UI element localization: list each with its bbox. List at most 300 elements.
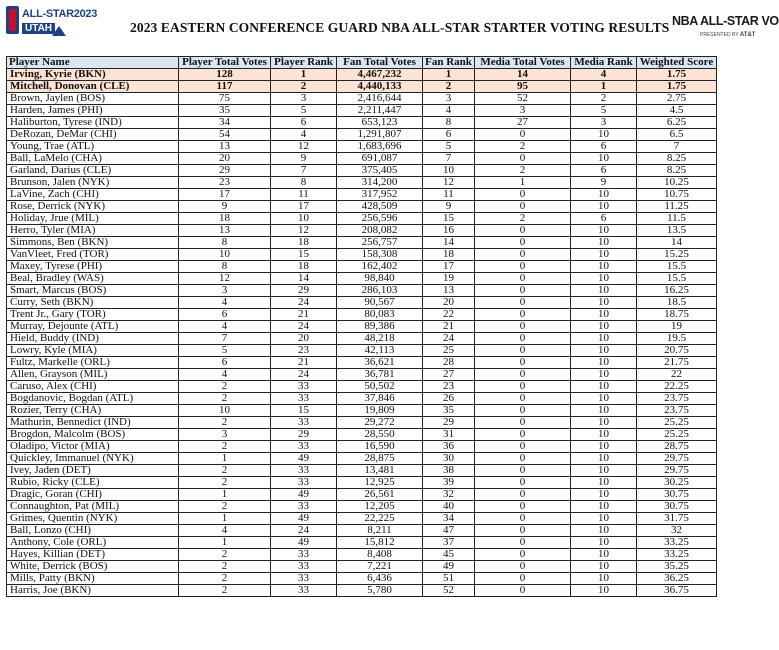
cell-fan-total-votes: 691,087 (337, 153, 423, 165)
sponsor-brand: AT&T (739, 32, 756, 38)
cell-player-rank: 20 (271, 333, 337, 345)
cell-media-total-votes: 0 (475, 369, 571, 381)
cell-weighted-score: 28.75 (637, 441, 717, 453)
cell-media-rank: 9 (571, 177, 637, 189)
cell-player-rank: 7 (271, 165, 337, 177)
cell-media-rank: 10 (571, 381, 637, 393)
cell-media-total-votes: 0 (475, 201, 571, 213)
cell-weighted-score: 25.25 (637, 417, 717, 429)
cell-media-total-votes: 14 (475, 69, 571, 81)
table-row (7, 549, 717, 561)
cell-player-rank: 12 (271, 225, 337, 237)
table-row (7, 465, 717, 477)
cell-fan-rank: 14 (423, 237, 475, 249)
cell-player-total-votes: 128 (179, 69, 271, 81)
cell-fan-total-votes: 80,083 (337, 309, 423, 321)
cell-weighted-score: 10.75 (637, 189, 717, 201)
cell-weighted-score: 15.5 (637, 273, 717, 285)
cell-player-name: Rubio, Ricky (CLE) (7, 477, 179, 489)
cell-player-total-votes: 4 (179, 525, 271, 537)
cell-media-rank: 10 (571, 453, 637, 465)
cell-player-name: Young, Trae (ATL) (7, 141, 179, 153)
cell-player-rank: 24 (271, 321, 337, 333)
cell-media-rank: 5 (571, 105, 637, 117)
cell-player-name: Hield, Buddy (IND) (7, 333, 179, 345)
cell-fan-total-votes: 256,757 (337, 237, 423, 249)
table-row (7, 357, 717, 369)
cell-fan-rank: 37 (423, 537, 475, 549)
column-header-player-name: Player Name (7, 57, 179, 69)
cell-player-name: Rozier, Terry (CHA) (7, 405, 179, 417)
cell-fan-total-votes: 36,621 (337, 357, 423, 369)
cell-fan-rank: 18 (423, 249, 475, 261)
cell-player-total-votes: 34 (179, 117, 271, 129)
cell-fan-rank: 32 (423, 489, 475, 501)
cell-weighted-score: 36.75 (637, 585, 717, 597)
table-row (7, 237, 717, 249)
cell-fan-total-votes: 208,082 (337, 225, 423, 237)
cell-media-total-votes: 0 (475, 465, 571, 477)
cell-player-rank: 10 (271, 213, 337, 225)
cell-weighted-score: 16.25 (637, 285, 717, 297)
cell-player-rank: 33 (271, 477, 337, 489)
table-header-row (7, 57, 717, 69)
cell-media-total-votes: 0 (475, 333, 571, 345)
cell-player-rank: 12 (271, 141, 337, 153)
cell-media-rank: 10 (571, 525, 637, 537)
cell-weighted-score: 30.25 (637, 477, 717, 489)
cell-player-rank: 2 (271, 81, 337, 93)
cell-media-total-votes: 0 (475, 153, 571, 165)
cell-weighted-score: 1.75 (637, 69, 717, 81)
cell-fan-rank: 6 (423, 129, 475, 141)
cell-media-total-votes: 0 (475, 285, 571, 297)
cell-player-rank: 18 (271, 237, 337, 249)
cell-player-name: Caruso, Alex (CHI) (7, 381, 179, 393)
table-row (7, 573, 717, 585)
table-row (7, 189, 717, 201)
cell-player-name: Quickley, Immanuel (NYK) (7, 453, 179, 465)
table-row (7, 285, 717, 297)
cell-weighted-score: 33.25 (637, 549, 717, 561)
table-row (7, 105, 717, 117)
cell-player-name: White, Derrick (BOS) (7, 561, 179, 573)
cell-fan-rank: 5 (423, 141, 475, 153)
cell-player-name: Murray, Dejounte (ATL) (7, 321, 179, 333)
table-row (7, 537, 717, 549)
cell-fan-total-votes: 90,567 (337, 297, 423, 309)
cell-player-name: Simmons, Ben (BKN) (7, 237, 179, 249)
cell-media-total-votes: 0 (475, 357, 571, 369)
column-header-media-rank: Media Rank (571, 57, 637, 69)
cell-player-total-votes: 2 (179, 417, 271, 429)
cell-player-rank: 21 (271, 357, 337, 369)
cell-media-rank: 10 (571, 441, 637, 453)
cell-weighted-score: 23.75 (637, 393, 717, 405)
cell-media-rank: 10 (571, 129, 637, 141)
cell-weighted-score: 25.25 (637, 429, 717, 441)
cell-player-name: Connaughton, Pat (MIL) (7, 501, 179, 513)
cell-player-total-votes: 2 (179, 549, 271, 561)
cell-fan-rank: 2 (423, 81, 475, 93)
cell-player-total-votes: 13 (179, 141, 271, 153)
table-body (7, 69, 717, 597)
cell-player-rank: 6 (271, 117, 337, 129)
table-row (7, 441, 717, 453)
column-header-weighted-score: Weighted Score (637, 57, 717, 69)
cell-fan-total-votes: 12,925 (337, 477, 423, 489)
cell-media-rank: 10 (571, 573, 637, 585)
cell-media-total-votes: 0 (475, 417, 571, 429)
cell-player-total-votes: 35 (179, 105, 271, 117)
cell-fan-total-votes: 317,952 (337, 189, 423, 201)
cell-fan-total-votes: 8,211 (337, 525, 423, 537)
page-title: 2023 EASTERN CONFERENCE GUARD NBA ALL-STAR STARTER VOTING RESULTS (130, 20, 670, 35)
cell-media-rank: 2 (571, 93, 637, 105)
cell-fan-rank: 26 (423, 393, 475, 405)
cell-player-rank: 9 (271, 153, 337, 165)
table-row (7, 165, 717, 177)
cell-player-name: VanVleet, Fred (TOR) (7, 249, 179, 261)
cell-fan-rank: 29 (423, 417, 475, 429)
cell-media-total-votes: 0 (475, 525, 571, 537)
cell-media-rank: 1 (571, 81, 637, 93)
cell-player-total-votes: 23 (179, 177, 271, 189)
cell-weighted-score: 31.75 (637, 513, 717, 525)
cell-player-name: Grimes, Quentin (NYK) (7, 513, 179, 525)
cell-player-total-votes: 6 (179, 309, 271, 321)
column-header-fan-total-votes: Fan Total Votes (337, 57, 423, 69)
cell-weighted-score: 30.75 (637, 501, 717, 513)
cell-player-name: Brown, Jaylen (BOS) (7, 93, 179, 105)
table-row (7, 525, 717, 537)
cell-weighted-score: 22 (637, 369, 717, 381)
all-star-vote-logo (672, 14, 779, 48)
cell-fan-total-votes: 375,405 (337, 165, 423, 177)
cell-weighted-score: 30.75 (637, 489, 717, 501)
cell-fan-rank: 9 (423, 201, 475, 213)
cell-player-rank: 21 (271, 309, 337, 321)
cell-fan-total-votes: 26,561 (337, 489, 423, 501)
cell-fan-rank: 24 (423, 333, 475, 345)
cell-weighted-score: 33.25 (637, 537, 717, 549)
cell-player-total-votes: 2 (179, 501, 271, 513)
table-row (7, 213, 717, 225)
logo-left-line2: UTAH (22, 23, 55, 34)
cell-player-total-votes: 9 (179, 201, 271, 213)
cell-fan-total-votes: 19,809 (337, 405, 423, 417)
table-row (7, 561, 717, 573)
cell-media-rank: 10 (571, 393, 637, 405)
cell-fan-total-votes: 15,812 (337, 537, 423, 549)
cell-player-name: Fultz, Markelle (ORL) (7, 357, 179, 369)
cell-player-rank: 23 (271, 345, 337, 357)
cell-weighted-score: 15.25 (637, 249, 717, 261)
cell-fan-rank: 40 (423, 501, 475, 513)
table-row (7, 141, 717, 153)
cell-media-rank: 10 (571, 297, 637, 309)
cell-weighted-score: 29.75 (637, 453, 717, 465)
cell-fan-rank: 1 (423, 69, 475, 81)
cell-player-name: Bogdanovic, Bogdan (ATL) (7, 393, 179, 405)
cell-player-rank: 14 (271, 273, 337, 285)
table-row (7, 153, 717, 165)
cell-media-total-votes: 0 (475, 561, 571, 573)
cell-fan-rank: 47 (423, 525, 475, 537)
cell-player-total-votes: 29 (179, 165, 271, 177)
cell-player-name: Rose, Derrick (NYK) (7, 201, 179, 213)
cell-fan-rank: 7 (423, 153, 475, 165)
cell-media-rank: 10 (571, 309, 637, 321)
cell-fan-total-votes: 37,846 (337, 393, 423, 405)
cell-media-rank: 10 (571, 537, 637, 549)
cell-fan-total-votes: 12,205 (337, 501, 423, 513)
cell-weighted-score: 23.75 (637, 405, 717, 417)
cell-player-total-votes: 13 (179, 225, 271, 237)
cell-player-rank: 29 (271, 285, 337, 297)
cell-fan-total-votes: 8,408 (337, 549, 423, 561)
cell-player-rank: 1 (271, 69, 337, 81)
table-row (7, 489, 717, 501)
cell-media-total-votes: 0 (475, 477, 571, 489)
cell-media-rank: 10 (571, 585, 637, 597)
cell-weighted-score: 21.75 (637, 357, 717, 369)
cell-player-rank: 49 (271, 453, 337, 465)
cell-player-total-votes: 1 (179, 489, 271, 501)
cell-player-rank: 24 (271, 297, 337, 309)
cell-player-total-votes: 54 (179, 129, 271, 141)
cell-media-total-votes: 0 (475, 309, 571, 321)
cell-player-name: Holiday, Jrue (MIL) (7, 213, 179, 225)
cell-weighted-score: 20.75 (637, 345, 717, 357)
cell-media-rank: 10 (571, 321, 637, 333)
cell-player-rank: 33 (271, 381, 337, 393)
cell-weighted-score: 1.75 (637, 81, 717, 93)
cell-player-total-votes: 4 (179, 369, 271, 381)
cell-fan-rank: 27 (423, 369, 475, 381)
cell-player-rank: 33 (271, 465, 337, 477)
cell-fan-total-votes: 428,509 (337, 201, 423, 213)
cell-media-rank: 10 (571, 249, 637, 261)
cell-player-name: Lowry, Kyle (MIA) (7, 345, 179, 357)
table-row (7, 417, 717, 429)
cell-player-name: Trent Jr., Gary (TOR) (7, 309, 179, 321)
table-row (7, 393, 717, 405)
cell-media-rank: 6 (571, 141, 637, 153)
cell-fan-total-votes: 6,436 (337, 573, 423, 585)
presented-by-label: PRESENTED BY (700, 32, 739, 38)
cell-media-rank: 6 (571, 213, 637, 225)
cell-player-rank: 15 (271, 405, 337, 417)
cell-weighted-score: 36.25 (637, 573, 717, 585)
cell-player-total-votes: 2 (179, 381, 271, 393)
cell-player-name: Oladipo, Victor (MIA) (7, 441, 179, 453)
cell-player-name: Mitchell, Donovan (CLE) (7, 81, 179, 93)
cell-player-name: Haliburton, Tyrese (IND) (7, 117, 179, 129)
cell-player-name: DeRozan, DeMar (CHI) (7, 129, 179, 141)
cell-player-name: Brogdon, Malcolm (BOS) (7, 429, 179, 441)
cell-fan-rank: 28 (423, 357, 475, 369)
cell-player-name: Curry, Seth (BKN) (7, 297, 179, 309)
cell-weighted-score: 32 (637, 525, 717, 537)
cell-fan-rank: 8 (423, 117, 475, 129)
cell-player-total-votes: 4 (179, 297, 271, 309)
cell-player-name: Dragic, Goran (CHI) (7, 489, 179, 501)
cell-fan-rank: 38 (423, 465, 475, 477)
cell-player-total-votes: 3 (179, 429, 271, 441)
cell-media-total-votes: 0 (475, 429, 571, 441)
cell-media-rank: 10 (571, 153, 637, 165)
cell-media-total-votes: 0 (475, 237, 571, 249)
cell-fan-rank: 35 (423, 405, 475, 417)
cell-media-rank: 10 (571, 201, 637, 213)
cell-player-rank: 49 (271, 537, 337, 549)
cell-fan-rank: 16 (423, 225, 475, 237)
table-row (7, 321, 717, 333)
cell-player-rank: 33 (271, 573, 337, 585)
cell-fan-total-votes: 314,200 (337, 177, 423, 189)
cell-media-total-votes: 2 (475, 213, 571, 225)
cell-fan-rank: 45 (423, 549, 475, 561)
cell-media-rank: 10 (571, 333, 637, 345)
cell-fan-total-votes: 2,416,644 (337, 93, 423, 105)
voting-results-table (6, 56, 717, 597)
cell-media-rank: 10 (571, 237, 637, 249)
cell-player-name: Ivey, Jaden (DET) (7, 465, 179, 477)
cell-media-total-votes: 0 (475, 453, 571, 465)
table-row (7, 501, 717, 513)
cell-player-rank: 33 (271, 441, 337, 453)
cell-media-rank: 10 (571, 513, 637, 525)
cell-fan-total-votes: 50,502 (337, 381, 423, 393)
cell-fan-total-votes: 2,211,447 (337, 105, 423, 117)
cell-fan-rank: 39 (423, 477, 475, 489)
cell-player-name: Mathurin, Bennedict (IND) (7, 417, 179, 429)
cell-player-total-votes: 4 (179, 321, 271, 333)
table-row (7, 513, 717, 525)
cell-media-total-votes: 0 (475, 261, 571, 273)
cell-fan-rank: 36 (423, 441, 475, 453)
cell-media-total-votes: 2 (475, 141, 571, 153)
cell-media-rank: 10 (571, 357, 637, 369)
table-row (7, 405, 717, 417)
cell-player-total-votes: 17 (179, 189, 271, 201)
cell-media-total-votes: 95 (475, 81, 571, 93)
cell-fan-rank: 3 (423, 93, 475, 105)
mountain-icon (52, 26, 66, 36)
cell-media-total-votes: 0 (475, 537, 571, 549)
logo-left-line1: ALL-STAR2023 (22, 8, 98, 20)
cell-player-total-votes: 3 (179, 285, 271, 297)
cell-media-rank: 10 (571, 549, 637, 561)
cell-media-total-votes: 0 (475, 273, 571, 285)
cell-fan-total-votes: 162,402 (337, 261, 423, 273)
cell-player-total-votes: 2 (179, 573, 271, 585)
cell-media-rank: 10 (571, 489, 637, 501)
cell-player-total-votes: 2 (179, 477, 271, 489)
table-row (7, 453, 717, 465)
cell-fan-total-votes: 16,590 (337, 441, 423, 453)
cell-fan-rank: 51 (423, 573, 475, 585)
cell-player-name: Hayes, Killian (DET) (7, 549, 179, 561)
cell-player-rank: 33 (271, 417, 337, 429)
cell-player-name: Allen, Grayson (MIL) (7, 369, 179, 381)
cell-media-rank: 10 (571, 501, 637, 513)
cell-player-rank: 33 (271, 501, 337, 513)
cell-media-total-votes: 0 (475, 129, 571, 141)
cell-weighted-score: 2.75 (637, 93, 717, 105)
cell-player-total-votes: 8 (179, 261, 271, 273)
cell-media-rank: 10 (571, 405, 637, 417)
cell-media-total-votes: 0 (475, 549, 571, 561)
cell-fan-total-votes: 7,221 (337, 561, 423, 573)
table-row (7, 93, 717, 105)
cell-media-rank: 10 (571, 561, 637, 573)
cell-player-rank: 3 (271, 93, 337, 105)
cell-fan-rank: 25 (423, 345, 475, 357)
cell-media-rank: 4 (571, 69, 637, 81)
table-row (7, 585, 717, 597)
table-row (7, 429, 717, 441)
cell-weighted-score: 11.5 (637, 213, 717, 225)
cell-media-total-votes: 3 (475, 105, 571, 117)
cell-media-rank: 10 (571, 285, 637, 297)
cell-weighted-score: 15.5 (637, 261, 717, 273)
cell-media-total-votes: 0 (475, 225, 571, 237)
cell-player-total-votes: 18 (179, 213, 271, 225)
cell-weighted-score: 6.25 (637, 117, 717, 129)
cell-fan-rank: 19 (423, 273, 475, 285)
cell-fan-total-votes: 158,308 (337, 249, 423, 261)
cell-media-total-votes: 27 (475, 117, 571, 129)
cell-player-rank: 5 (271, 105, 337, 117)
cell-weighted-score: 7 (637, 141, 717, 153)
table-row (7, 69, 717, 81)
cell-media-rank: 10 (571, 225, 637, 237)
cell-player-total-votes: 7 (179, 333, 271, 345)
cell-fan-total-votes: 1,683,696 (337, 141, 423, 153)
cell-player-total-votes: 10 (179, 249, 271, 261)
cell-player-total-votes: 117 (179, 81, 271, 93)
table-row (7, 345, 717, 357)
cell-media-total-votes: 0 (475, 513, 571, 525)
cell-player-name: Mills, Patty (BKN) (7, 573, 179, 585)
cell-player-total-votes: 75 (179, 93, 271, 105)
nba-logo-icon (6, 6, 19, 34)
table-row (7, 117, 717, 129)
cell-fan-rank: 22 (423, 309, 475, 321)
cell-weighted-score: 19.5 (637, 333, 717, 345)
cell-player-total-votes: 1 (179, 513, 271, 525)
table-row (7, 297, 717, 309)
cell-player-rank: 33 (271, 393, 337, 405)
cell-player-name: Herro, Tyler (MIA) (7, 225, 179, 237)
cell-player-rank: 33 (271, 561, 337, 573)
table-row (7, 273, 717, 285)
cell-player-rank: 17 (271, 201, 337, 213)
cell-player-rank: 24 (271, 369, 337, 381)
cell-fan-total-votes: 4,467,232 (337, 69, 423, 81)
cell-player-name: LaVine, Zach (CHI) (7, 189, 179, 201)
cell-player-total-votes: 2 (179, 465, 271, 477)
cell-player-total-votes: 20 (179, 153, 271, 165)
cell-fan-total-votes: 286,103 (337, 285, 423, 297)
cell-fan-rank: 10 (423, 165, 475, 177)
column-header-player-rank: Player Rank (271, 57, 337, 69)
cell-media-rank: 3 (571, 117, 637, 129)
column-header-media-total-votes: Media Total Votes (475, 57, 571, 69)
cell-player-total-votes: 8 (179, 237, 271, 249)
